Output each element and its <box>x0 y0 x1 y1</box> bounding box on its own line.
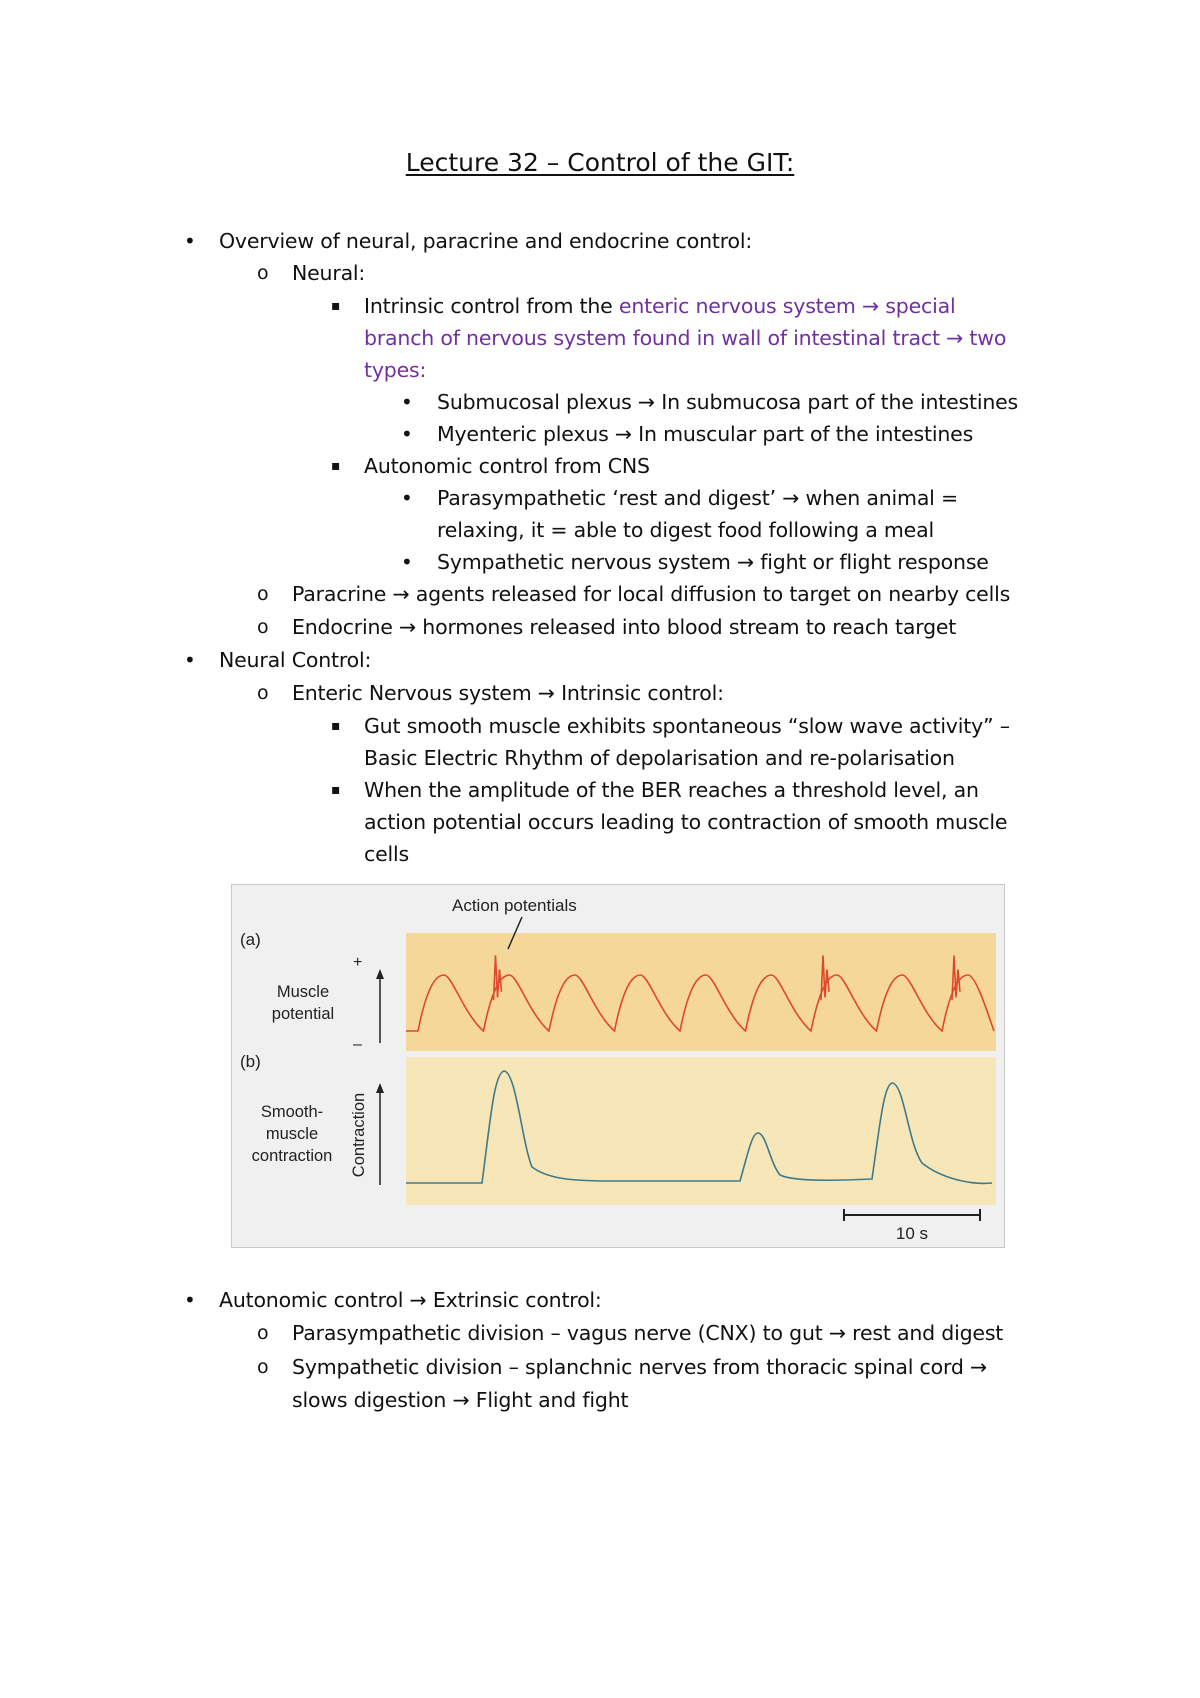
neural-control-heading: Neural Control: <box>219 648 372 672</box>
bullet-level2: o <box>257 682 269 704</box>
contraction-axis-label: Contraction <box>350 1092 368 1178</box>
muscle-potential-label-2: potential <box>271 1005 335 1023</box>
myenteric-plexus: Myenteric plexus → In muscular part of the intestines <box>437 422 974 446</box>
intrinsic-line-1-highlight: enteric nervous system → special <box>618 294 956 318</box>
smooth-muscle-label-1: Smooth- <box>260 1103 324 1121</box>
intrinsic-line-1-plain: Intrinsic control from the <box>364 294 619 318</box>
autonomic-heading: Autonomic control → Extrinsic control: <box>219 1288 602 1312</box>
submucosal-plexus: Submucosal plexus → In submucosa part of the intestines <box>437 390 1019 414</box>
paracrine: Paracrine → agents released for local diffusion to target on nearby cells <box>292 582 1011 606</box>
bullet-level4: • <box>401 422 413 446</box>
plus-sign: + <box>353 954 363 971</box>
bullet-level3: ▪ <box>331 718 341 734</box>
neural-label: Neural: <box>292 261 366 285</box>
bullet-level2: o <box>257 583 269 605</box>
bullet-level2: o <box>257 1322 269 1344</box>
ber-figure-svg <box>232 885 1004 1247</box>
potential-axis-arrow-icon <box>376 969 384 979</box>
bullet-level2: o <box>257 1356 269 1378</box>
autonomic-cns: Autonomic control from CNS <box>364 454 650 478</box>
intrinsic-line-3: types: <box>364 358 427 382</box>
bullet-level1: • <box>184 1288 196 1312</box>
slow-wave-line-2: Basic Electric Rhythm of depolarisation and re-polarisation <box>364 746 955 770</box>
bullet-level4: • <box>401 390 413 414</box>
threshold-line-1: When the amplitude of the BER reaches a threshold level, an <box>364 778 979 802</box>
threshold-line-2: action potential occurs leading to contraction of smooth muscle <box>364 810 1008 834</box>
scale-bar-label: 10 s <box>895 1224 929 1243</box>
smooth-muscle-label-2: muscle <box>265 1125 319 1143</box>
bullet-level2: o <box>257 616 269 638</box>
ber-figure <box>231 884 1005 1248</box>
panel-a-label: (a) <box>240 930 261 949</box>
panel-b-background <box>406 1057 996 1205</box>
minus-sign: – <box>353 1036 362 1053</box>
sympathetic-division-line-2: slows digestion → Flight and fight <box>292 1388 629 1412</box>
intrinsic-line-2: branch of nervous system found in wall of intestinal tract → two <box>364 326 1007 350</box>
sympathetic-response: Sympathetic nervous system → fight or flight response <box>437 550 989 574</box>
panel-b-label: (b) <box>240 1052 261 1071</box>
bullet-level2: o <box>257 262 269 284</box>
smooth-muscle-label-3: contraction <box>251 1147 333 1165</box>
page-title: Lecture 32 – Control of the GIT: <box>405 148 795 177</box>
parasympathetic-division: Parasympathetic division – vagus nerve (CNX) to gut → rest and digest <box>292 1321 1004 1345</box>
bullet-level3: ▪ <box>331 298 341 314</box>
slow-wave-line-1: Gut smooth muscle exhibits spontaneous “slow wave activity” – <box>364 714 1010 738</box>
bullet-level4: • <box>401 550 413 574</box>
action-potentials-annotation: Action potentials <box>452 896 577 915</box>
bullet-level1: • <box>184 648 196 672</box>
bullet-level3: ▪ <box>331 458 341 474</box>
sympathetic-division-line-1: Sympathetic division – splanchnic nerves from thoracic spinal cord → <box>292 1355 987 1379</box>
parasympathetic-line-1: Parasympathetic ‘rest and digest’ → when animal = <box>437 486 958 510</box>
threshold-line-3: cells <box>364 842 409 866</box>
bullet-level3: ▪ <box>331 782 341 798</box>
contraction-axis-arrow-icon <box>376 1083 384 1093</box>
bullet-level1: • <box>184 229 196 253</box>
muscle-potential-label-1: Muscle <box>276 983 330 1001</box>
endocrine: Endocrine → hormones released into blood stream to reach target <box>292 615 957 639</box>
overview-heading: Overview of neural, paracrine and endocrine control: <box>219 229 753 253</box>
parasympathetic-line-2: relaxing, it = able to digest food following a meal <box>437 518 934 542</box>
bullet-level4: • <box>401 486 413 510</box>
enteric-nervous-system: Enteric Nervous system → Intrinsic control: <box>292 681 724 705</box>
intrinsic-line-1 <box>364 290 955 322</box>
